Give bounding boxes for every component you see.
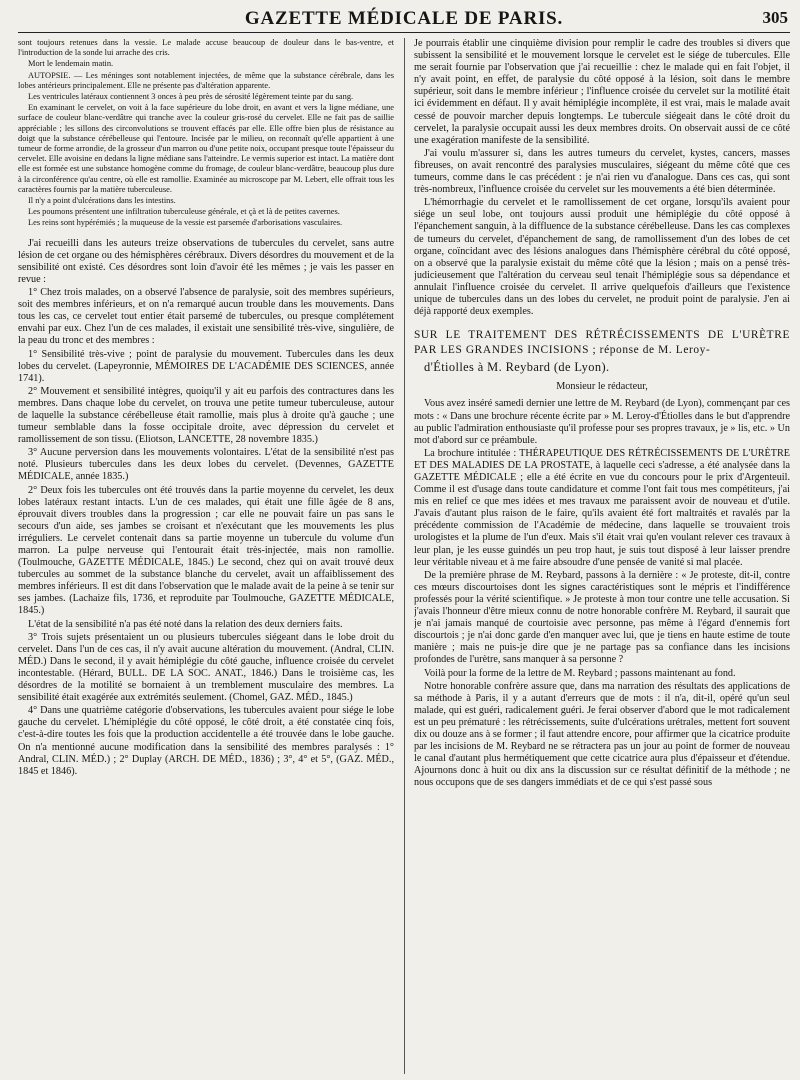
paragraph: 4° Dans une quatrième catégorie d'observations, les tubercules avaient pour siége le lobe gauche du cervelet. L'hémiplégie du côté opposé, le côté droit, a été constatée cinq fois, c'est-à-dire toutes les fois que la production accidentelle a été trouvée dans le lobe gauche. On n'a mentionné aucune modification dans la sensibilité des membres paralysés : 1° Andral, CLIN. MÉD.) ; 2° Duplay (ARCH. DE MÉD., 1836) ; 3°, 4° et 5°, (GAZ. MÉD., 1845 et 1846). — [18, 705, 394, 777]
paragraph: La brochure intitulée : THÉRAPEUTIQUE DES RÉTRÉCISSEMENTS DE L'URÈTRE ET DES MALADIES DE LA PROSTATE, à laquelle ceci s'adresse, a été analysée dans la GAZETTE MÉDICALE ; elle a été écrite en vue du concours pour le prix d'Argenteuil. Comme il est d'usage dans toute candidature et comme l'ont fait tous mes compétiteurs, j'ai mis en relief ce que mes idées et mes travaux me paraissent avoir de nouveau et d'utile. J'avais d'autant plus raison de le faire, qu'ils avaient été fort maltraités et ravalés par la précédente commission de l'Académie de médecine, dans laquelle se trouvaient trois urologistes et la plume de l'un d'eux. Mais s'il était vrai qu'en voulant relever ces travaux à leur plan, je les eusse guindés un peu trop haut, je suis tout disposé à leur laisser prendre leur véritable niveau et à me faire absoudre d'une pensée de vanité si mal placée. — [414, 447, 790, 568]
paragraph: 3° Trois sujets présentaient un ou plusieurs tubercules siégeant dans le lobe droit du cervelet. Dans l'un de ces cas, il n'y avait aucune altération du mouvement. (Andral, CLIN. MÉD.) Dans le second, il y avait hémiplégie du côté gauche, influence croisée du cervelet incontestable. (Hérard, BULL. DE LA SOC. ANAT., 1846.) Dans le troisième cas, les désordres de la motilité se bornaient à un tremblement musculaire des membres. La sensibilité était exagérée aux extrémités seulement. (Chomel, GAZ. MÉD., 1845.) — [18, 631, 394, 704]
paragraph: J'ai voulu m'assurer si, dans les autres tumeurs du cervelet, kystes, cancers, masses fibreuses, on avait rencontré des paralysies musculaires, siégeant du même côté que ces tumeurs, comme dans le cas précédent : je n'ai rien vu d'analogue. Dans ces cas, qui sont très-nombreux, l'influence croisée du cervelet sur les mouvements a été bien déterminée. — [414, 147, 790, 196]
paragraph: Il n'y a point d'ulcérations dans les intestins. — [28, 196, 176, 206]
paragraph: Je pourrais établir une cinquième division pour remplir le cadre des troubles si divers que subissent la sensibilité et le mouvement lorsque le cervelet est le siége de tubercules. Elle me serait fournie par l'observation que j'ai recueillie : chez le malade qui en fait l'objet, il n'y avait point, en effet, de paralysie du côté opposé à la lésion, soit dans le membre supérieur, soit dans le membre inférieur ; l'influence croisée du cervelet sur la motilité était ici évidemment en défaut. Il y avait hémiplégie incomplète, il est vrai, mais le malade avait cessé de pouvoir marcher depuis longtemps. Le tubercule siégeait dans le côté droit du cervelet, la paralysie occupait aussi les deux membres droits. On observait aussi de ce côté une exagération manifeste de la sensibilité. — [414, 38, 790, 146]
paragraph: L'hémorrhagie du cervelet et le ramollissement de cet organe, lorsqu'ils avaient pour siége un seul lobe, ont toujours aussi produit une hémiplégie du côté opposé à l'épanchement sanguin, à la diffluence de la substance cérébelleuse. Dans les cas complexes de tumeurs du cervelet, d'épanchement de sang, de ramollissement d'un des lobes de cet organe, coïncidant avec des lésions analogues dans l'hémisphère cérébral du côté opposé, on a observé que la paralysie existait du même côté que la lésion ; mais on a pensé très-judicieusement que l'altération du cerveau seul tenait l'hémiplégie sous sa dépendance et annulait l'influence croisée du cervelet. Il arrive quelquefois d'ailleurs que l'existence unique de tubercules dans un des lobes du cervelet, ne produit point de paralysie. J'en ai déjà rapporté deux exemples. — [414, 197, 790, 318]
paragraph: Vous avez inséré samedi dernier une lettre de M. Reybard (de Lyon), commençant par ces mots : « Dans une brochure récente écrite par » M. Leroy-d'Étiolles dans le but d'apprendre au public l'admiration enthousiaste qu'il professe pour ses propres travaux, je » lis, etc. » Un mot d'abord sur ce préambule. — [414, 398, 790, 446]
paragraph: 2° Mouvement et sensibilité intègres, quoiqu'il y ait eu parfois des contractures dans les membres. Dans chaque lobe du cervelet, on trouva une petite tumeur tuberculeuse, autour de laquelle la substance cérébelleuse était ramollie, mais plus à droite qu'à gauche ; une tumeur semblable dans la fosse occipitale droite, avec dépression du cervelet et ramollissement de son tissu. (Eliotson, LANCETTE, 28 novembre 1835.) — [18, 385, 394, 446]
paragraph: 2° Deux fois les tubercules ont été trouvés dans la partie moyenne du cervelet, les deux lobes latéraux restant intacts. L'un de ces malades, qui était une fille âgée de 8 ans, éprouvait divers troubles dans la progression ; car elle ne pouvait faire un pas sans le secours d'un aide, ses jambes se croisant et n'exécutant que les mouvements les plus irréguliers. Le cervelet contenait dans sa partie moyenne un tubercule du volume d'un marron. La pulpe nerveuse qui l'entourait était très-injectée, mais non ramollie. (Toulmouche, GAZETTE MÉDICALE, 1845.) Le second, chez qui on avait trouvé deux tubercules au sommet de la substance blanche du cervelet, avait un affaiblissement des membres inférieurs. Il est dit dans l'observation que le malade avait de la peine à se tenir sur ses jambes. (Lachaize fils, 1736, et reproduite par Toulmouche, GAZETTE MÉDICALE, 1845.) — [18, 484, 394, 617]
page-header — [18, 8, 790, 33]
paragraph: sont toujours retenues dans la vessie. Le malade accuse beaucoup de douleur dans le bas-ventre, et l'introduction de la sonde lui arrache des cris. — [18, 38, 394, 58]
paragraph: De la première phrase de M. Reybard, passons à la dernière : « Je proteste, dit-il, contre ces mœurs discourtoises dont les signes caractéristiques sont le mépris et l'indifférence professés pour la vérité scientifique. » Je proteste à mon tour contre une telle accusation. Si j'avais l'honneur d'être mieux connu de notre honorable confrère M. Reybard, il saurait que je n'ai jamais manqué de courtoisie avec personne, pas même à l'égard d'ennemis fort discourtois ; je n'ai donc garde d'en manquer avec lui, que je tiens en haute estime de toute manière ; mais ne puis-je dire que je ne partage pas sa confiance dans les incisions profondes de l'urètre, sans manquer à sa personne ? — [414, 569, 790, 666]
article-heading: SUR LE TRAITEMENT DES RÉTRÉCISSEMENTS DE L'URÈTRE PAR LES GRANDES INCISIONS ; réponse de M. Leroy- — [414, 329, 790, 357]
journal-title: GAZETTE MÉDICALE DE PARIS. — [244, 8, 564, 29]
paragraph: 1° Sensibilité très-vive ; point de paralysie du mouvement. Tubercules dans les deux lobes du cervelet. (Lapeyronnie, MÉMOIRES DE L'ACADÉMIE DES SCIENCES, année 1741). — [18, 348, 394, 384]
right-column — [414, 38, 790, 1076]
paragraph: Voilà pour la forme de la lettre de M. Reybard ; passons maintenant au fond. — [424, 667, 736, 679]
paragraph: J'ai recueilli dans les auteurs treize observations de tubercules du cervelet, sans autre lésion de cet organe ou des hémisphères cérébraux. Divers désordres du mouvement et de la sensibilité ont existé. Ces désordres sont loin d'avoir été les mêmes ; je vais les passer en revue : — [18, 237, 394, 285]
paragraph: Notre honorable confrère assure que, dans ma narration des résultats des applications de sa méthode à Paris, il y a autant d'erreurs que de mots : il n'a, dit-il, opéré qu'un seul malade, qui est guéri, radicalement guéri. Je ferai observer d'abord que le mot radicalement est un peu prématuré : les rétrécissements, suite d'ulcérations urétrales, mettent fort souvent dix ou douze ans à se former ; il faut attendre encore, pour affirmer que la cicatrice produite par les incisions de M. Reybard ne se rétractera pas un jour au point de former de nouveau le canal d'autant plus hermétiquement que cette cicatrice aura plus d'épaisseur et d'étendue. Ajournons donc à huit ou dix ans la discussion sur ce résultat définitif de la méthode ; ne nous occupons que de ses dangers immédiats et de ce qui s'est passé sous — [414, 680, 790, 789]
paragraph: Les reins sont hypérémiés ; la muqueuse de la vessie est parsemée d'arborisations vasculaires. — [28, 218, 343, 228]
salutation: Monsieur le rédacteur, — [556, 381, 648, 393]
paragraph: Mort le lendemain matin. — [28, 59, 114, 69]
article-heading-continued: d'Étiolles à M. Reybard (de Lyon). — [424, 360, 610, 375]
paragraph: AUTOPSIE. — Les méninges sont notablement injectées, de même que la substance cérébrale, dans les lobes antérieurs principalement. Elle ne présente pas d'altération apparente. — [18, 70, 394, 90]
paragraph: 1° Chez trois malades, on a observé l'absence de paralysie, soit des membres supérieurs, soit des membres inférieurs, et on n'a remarqué aucun trouble dans les mouvements. Dans tous les cas, ce cervelet tout entier était parsemé de tubercules, ou presque complétement envahi par eux. Chez l'un de ces malades, il existait une sensibilité très-vive, singulière, de la peau du tronc et des membres : — [18, 287, 394, 347]
paragraph: En examinant le cervelet, on voit à la face supérieure du lobe droit, en avant et vers la ligne médiane, une surface de couleur blanc-verdâtre qui tranche avec la couleur gris-rosé du cervelet. Elle ne fait pas de saillie appréciable ; les sillons des circonvolutions se trouvent effacés par elle. Elle offre bien plus de résistance au doigt que la substance cérébelleuse qui l'entoure. Incisée par le milieu, on reconnaît qu'elle appartient à une tumeur de forme arrondie, de la grosseur d'un marron ou d'une petite noix, occupant presque toute l'épaisseur du cervelet. Elle avoisine en dedans la ligne médiane sans l'atteindre. Le vermis superior est intact. La matière dont elle est formée est une substance homogène comme du fromage, de couleur blanc-verdâtre, beaucoup plus dure à la circonférence qu'au centre, où elle est ramollie. Examinée au microscope par M. Lebert, elle offrait tous les caractères fournis par la matière tuberculeuse. — [18, 103, 394, 194]
column-divider — [404, 38, 405, 1074]
page-number: 305 — [762, 8, 788, 27]
paragraph: 3° Aucune perversion dans les mouvements volontaires. L'état de la sensibilité n'est pas noté. Plusieurs tubercules dans les deux lobes du cervelet. (Devennes, GAZETTE MÉDICALE, année 1835.) — [18, 447, 394, 483]
paragraph: Les poumons présentent une infiltration tuberculeuse générale, et çà et là de petites cavernes. — [28, 207, 340, 217]
paragraph: Les ventricules latéraux contiennent 3 onces à peu près de sérosité légèrement teinte par du sang. — [28, 92, 354, 102]
left-column — [18, 38, 394, 1076]
paragraph: L'état de la sensibilité n'a pas été noté dans la relation des deux derniers faits. — [28, 618, 343, 630]
